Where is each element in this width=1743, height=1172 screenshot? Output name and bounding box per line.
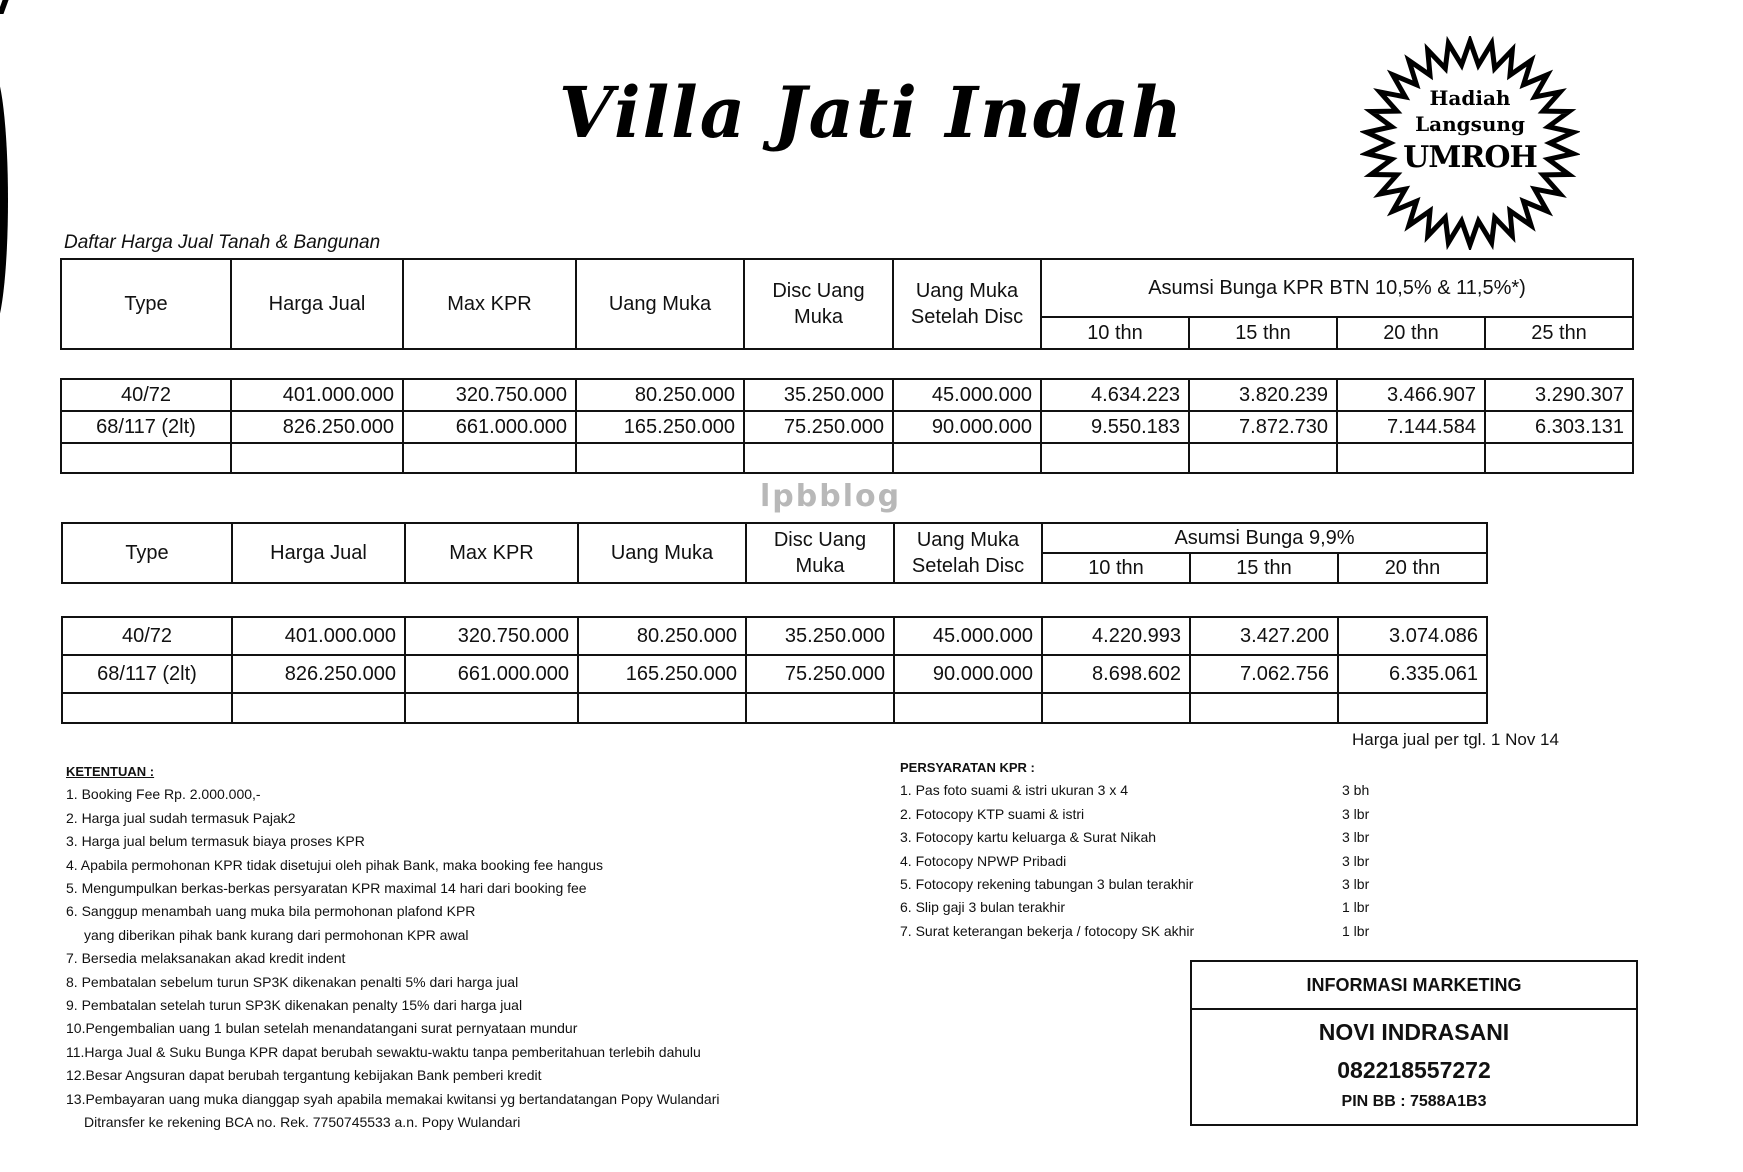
table-row-empty (62, 693, 1487, 723)
title-text: Villa Jati Indah (558, 71, 1185, 154)
cell-cicilan: 8.698.602 (1042, 655, 1190, 693)
cell-um-setelah-disc: 45.000.000 (894, 617, 1042, 655)
cell-max-kpr: 661.000.000 (403, 411, 576, 443)
terms-item: 1. Booking Fee Rp. 2.000.000,- (66, 786, 261, 803)
marketing-info-box (1190, 960, 1638, 1126)
requirement-qty: 3 bh (1342, 782, 1370, 799)
kpr-requirements-section (900, 756, 1402, 943)
header-harga-jual: Harga Jual (232, 523, 405, 583)
header-tenor: 25 thn (1485, 317, 1633, 349)
terms-list (66, 783, 720, 1134)
header-harga-jual: Harga Jual (231, 259, 403, 349)
btn-table-header (60, 258, 1634, 350)
cell-type: 68/117 (2lt) (62, 655, 232, 693)
flat-rate-table-body (61, 616, 1488, 724)
requirement-qty: 3 lbr (1342, 805, 1370, 822)
header-disc-uang-muka (746, 523, 894, 583)
cell-uang-muka: 80.250.000 (576, 379, 744, 411)
requirement-text: 2. Fotocopy KTP suami & istri (900, 805, 1085, 822)
flat-rate-table-header (61, 522, 1488, 584)
header-disc-line-2: Muka (795, 555, 845, 577)
badge-line-1: Hadiah (1429, 86, 1511, 110)
header-um-setelah-disc (894, 523, 1042, 583)
terms-item: 9. Pembatalan setelah turun SP3K dikenakan penalty 15% dari harga jual (66, 997, 523, 1014)
marketing-name: NOVI INDRASANI (1318, 1019, 1510, 1045)
header-group-flat: Asumsi Bunga 9,9% (1042, 523, 1487, 553)
cell-cicilan: 3.820.239 (1189, 379, 1337, 411)
header-um-setelah-disc (893, 259, 1041, 349)
table-row (62, 655, 1487, 693)
header-disc-line-2: Muka (794, 306, 843, 328)
terms-item: 10.Pengembalian uang 1 bulan setelah menandatangani surat pernyataan mundur (66, 1020, 578, 1037)
requirement-item (900, 779, 1402, 802)
cell-cicilan: 9.550.183 (1041, 411, 1189, 443)
header-group-btn: Asumsi Bunga KPR BTN 10,5% & 11,5%*) (1041, 259, 1633, 317)
cell-um-setelah-disc: 90.000.000 (893, 411, 1041, 443)
table-row-empty (61, 443, 1633, 473)
cell-type: 40/72 (62, 617, 232, 655)
cell-cicilan: 4.220.993 (1042, 617, 1190, 655)
scan-artifact-corner (0, 0, 9, 14)
watermark: lpbblog (760, 479, 902, 514)
price-date-note: Harga jual per tgl. 1 Nov 14 (1352, 730, 1559, 749)
marketing-pin: PIN BB : 7588A1B3 (1341, 1093, 1487, 1110)
table-row (61, 379, 1633, 411)
header-disc-uang-muka (744, 259, 893, 349)
header-um-line-1: Uang Muka (916, 529, 1020, 551)
cell-cicilan: 7.144.584 (1337, 411, 1485, 443)
header-disc-line-1: Disc Uang (772, 280, 865, 302)
table-row (61, 411, 1633, 443)
terms-item: Ditransfer ke rekening BCA no. Rek. 7750745533 a.n. Popy Wulandari (84, 1114, 521, 1131)
requirement-qty: 3 lbr (1342, 852, 1370, 869)
requirements-list (900, 779, 1402, 943)
badge-line-2: Langsung (1415, 112, 1525, 136)
cell-type: 40/72 (61, 379, 231, 411)
header-uang-muka: Uang Muka (576, 259, 744, 349)
terms-item: yang diberikan pihak bank kurang dari permohonan KPR awal (84, 926, 469, 943)
requirement-item (900, 896, 1402, 919)
requirement-text: 1. Pas foto suami & istri ukuran 3 x 4 (900, 782, 1128, 799)
cell-type: 68/117 (2lt) (61, 411, 231, 443)
cell-disc-uang-muka: 35.250.000 (744, 379, 893, 411)
header-tenor: 20 thn (1338, 553, 1487, 583)
cell-harga-jual: 826.250.000 (231, 411, 403, 443)
cell-uang-muka: 165.250.000 (578, 655, 746, 693)
requirement-item (900, 873, 1402, 896)
header-um-line-2: Setelah Disc (910, 306, 1024, 328)
terms-item: 4. Apabila permohonan KPR tidak disetujui oleh pihak Bank, maka booking fee hangus (66, 856, 604, 873)
cell-max-kpr: 320.750.000 (403, 379, 576, 411)
cell-um-setelah-disc: 45.000.000 (893, 379, 1041, 411)
cell-cicilan: 3.427.200 (1190, 617, 1338, 655)
umroh-badge (1360, 36, 1580, 250)
requirement-item (900, 850, 1402, 873)
terms-heading: KETENTUAN : (66, 764, 155, 779)
cell-cicilan: 6.303.131 (1485, 411, 1633, 443)
header-type: Type (62, 523, 232, 583)
header-max-kpr: Max KPR (405, 523, 578, 583)
cell-cicilan: 7.062.756 (1190, 655, 1338, 693)
cell-harga-jual: 826.250.000 (232, 655, 405, 693)
requirement-qty: 3 lbr (1342, 829, 1370, 846)
requirement-item (900, 826, 1402, 849)
terms-item: 2. Harga jual sudah termasuk Pajak2 (66, 809, 296, 826)
terms-item: 6. Sanggup menambah uang muka bila permohonan plafond KPR (66, 903, 476, 920)
requirement-text: 6. Slip gaji 3 bulan terakhir (900, 899, 1065, 916)
cell-harga-jual: 401.000.000 (231, 379, 403, 411)
table-row (62, 617, 1487, 655)
header-tenor: 15 thn (1190, 553, 1338, 583)
marketing-heading: INFORMASI MARKETING (1192, 962, 1636, 1010)
badge-line-3: UMROH (1403, 140, 1537, 175)
cell-max-kpr: 661.000.000 (405, 655, 578, 693)
terms-item: 7. Bersedia melaksanakan akad kredit indent (66, 950, 346, 967)
header-um-line-1: Uang Muka (915, 280, 1019, 302)
requirement-qty: 1 lbr (1342, 899, 1370, 916)
requirement-text: 7. Surat keterangan bekerja / fotocopy SK akhir (900, 922, 1195, 939)
terms-item: 5. Mengumpulkan berkas-berkas persyaratan KPR maximal 14 hari dari booking fee (66, 880, 587, 897)
header-tenor: 10 thn (1041, 317, 1189, 349)
requirement-qty: 1 lbr (1342, 922, 1370, 939)
header-uang-muka: Uang Muka (578, 523, 746, 583)
header-tenor: 10 thn (1042, 553, 1190, 583)
header-max-kpr: Max KPR (403, 259, 576, 349)
cell-disc-uang-muka: 75.250.000 (744, 411, 893, 443)
marketing-phone: 082218557272 (1337, 1057, 1491, 1083)
header-disc-line-1: Disc Uang (773, 529, 867, 551)
terms-item: 13.Pembayaran uang muka dianggap syah apabila memakai kwitansi yg bertandatangan Popy Wulandari (66, 1090, 720, 1107)
terms-item: 3. Harga jual belum termasuk biaya proses KPR (66, 833, 365, 850)
cell-uang-muka: 80.250.000 (578, 617, 746, 655)
requirement-text: 4. Fotocopy NPWP Pribadi (900, 852, 1067, 869)
requirement-item (900, 920, 1402, 943)
cell-um-setelah-disc: 90.000.000 (894, 655, 1042, 693)
cell-max-kpr: 320.750.000 (405, 617, 578, 655)
requirements-heading: PERSYARATAN KPR : (900, 760, 1035, 775)
cell-disc-uang-muka: 75.250.000 (746, 655, 894, 693)
requirement-text: 3. Fotocopy kartu keluarga & Surat Nikah (900, 829, 1157, 846)
terms-item: 8. Pembatalan sebelum turun SP3K dikenakan penalti 5% dari harga jual (66, 973, 519, 990)
price-list-subtitle: Daftar Harga Jual Tanah & Bangunan (64, 232, 381, 253)
header-tenor: 15 thn (1189, 317, 1337, 349)
requirement-text: 5. Fotocopy rekening tabungan 3 bulan terakhir (900, 876, 1194, 893)
terms-item: 12.Besar Angsuran dapat berubah tergantung kebijakan Bank pemberi kredit (66, 1067, 542, 1084)
requirement-item (900, 803, 1402, 826)
cell-cicilan: 3.074.086 (1338, 617, 1487, 655)
cell-disc-uang-muka: 35.250.000 (746, 617, 894, 655)
cell-harga-jual: 401.000.000 (232, 617, 405, 655)
cell-cicilan: 6.335.061 (1338, 655, 1487, 693)
terms-section (66, 760, 720, 1135)
cell-cicilan: 4.634.223 (1041, 379, 1189, 411)
header-um-line-2: Setelah Disc (911, 555, 1025, 577)
requirement-qty: 3 lbr (1342, 876, 1370, 893)
btn-table-body (60, 378, 1634, 474)
cell-cicilan: 3.466.907 (1337, 379, 1485, 411)
cell-cicilan: 3.290.307 (1485, 379, 1633, 411)
cell-uang-muka: 165.250.000 (576, 411, 744, 443)
cell-cicilan: 7.872.730 (1189, 411, 1337, 443)
header-type: Type (61, 259, 231, 349)
header-tenor: 20 thn (1337, 317, 1485, 349)
terms-item: 11.Harga Jual & Suku Bunga KPR dapat berubah sewaktu-waktu tanpa pemberitahuan terlebih dahulu (66, 1043, 701, 1060)
